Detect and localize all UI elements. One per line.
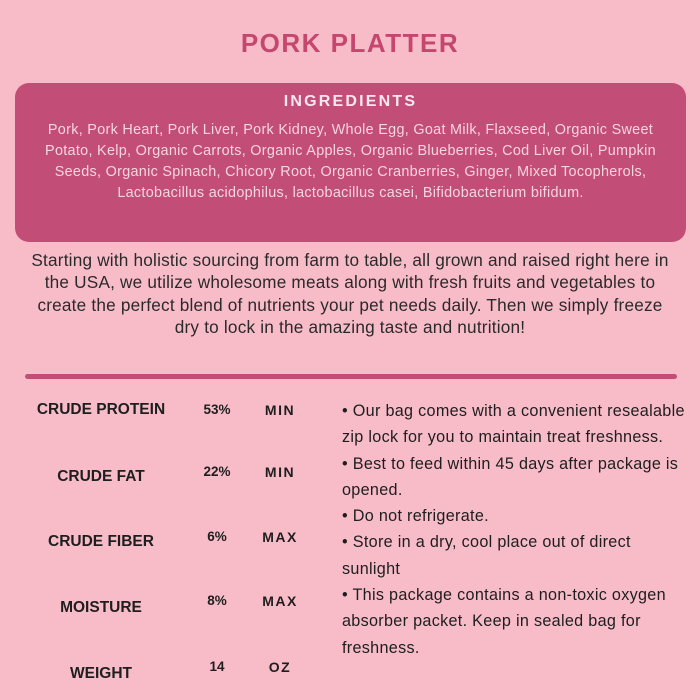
analysis-value: 22% — [203, 464, 231, 479]
ingredients-heading: INGREDIENTS — [283, 93, 418, 110]
analysis-row-crude-fat — [0, 461, 330, 485]
note-feed-within: • Best to feed within 45 days after package is opened. — [342, 454, 679, 499]
analysis-label: CRUDE PROTEIN — [36, 401, 166, 418]
analysis-value: 53% — [203, 402, 231, 417]
analysis-label: CRUDE FIBER — [48, 533, 154, 550]
ingredients-list: Pork, Pork Heart, Pork Liver, Pork Kidney, Whole Egg, Goat Milk, Flaxseed, Organic Sweet Potato, Kelp, Organic Carrots, Organic Apples, Organic Blueberries, Cod Liver Oil, Pumpkin Seeds, Organic Spinach, Chicory Root, Organic Cranberries, Ginger, Mixed Tocopherols, Lactobacillus acidophilus, lactobacillus casei, Bifidobacterium bifidum. — [45, 122, 656, 201]
analysis-row-weight — [0, 657, 330, 681]
analysis-value: 8% — [207, 593, 227, 608]
analysis-unit: MAX — [262, 593, 298, 609]
analysis-unit: MIN — [264, 464, 296, 480]
analysis-value: 14 — [209, 659, 225, 674]
analysis-label: MOISTURE — [60, 599, 142, 616]
analysis-label: CRUDE FAT — [57, 468, 145, 485]
section-divider — [25, 374, 677, 379]
guaranteed-analysis — [0, 395, 330, 695]
note-refrigerate: • Do not refrigerate. — [342, 507, 489, 526]
note-storage: • Store in a dry, cool place out of direct sunlight — [342, 533, 631, 578]
note-zip-lock: • Our bag comes with a convenient resealable zip lock for you to maintain treat freshness. — [342, 402, 685, 447]
product-title: PORK PLATTER — [240, 28, 460, 58]
analysis-value: 6% — [207, 529, 227, 544]
analysis-row-moisture — [0, 591, 330, 615]
analysis-row-crude-protein — [0, 395, 330, 419]
storage-notes — [342, 398, 687, 661]
product-description: Starting with holistic sourcing from farm to table, all grown and raised right here in the USA, we utilize wholesome meats along with fresh fruits and vegetables to create the perfect blend of nutrients your pet needs daily. Then we simply freeze dry to lock in the amazing taste and nutrition! — [31, 250, 669, 338]
analysis-label: WEIGHT — [70, 665, 132, 682]
analysis-unit: OZ — [268, 659, 292, 675]
ingredients-panel — [15, 83, 686, 242]
analysis-unit: MIN — [264, 402, 296, 418]
analysis-unit: MAX — [262, 529, 298, 545]
note-oxygen-absorber: • This package contains a non-toxic oxygen absorber packet. Keep in sealed bag for freshness. — [342, 586, 666, 657]
analysis-row-crude-fiber — [0, 527, 330, 551]
